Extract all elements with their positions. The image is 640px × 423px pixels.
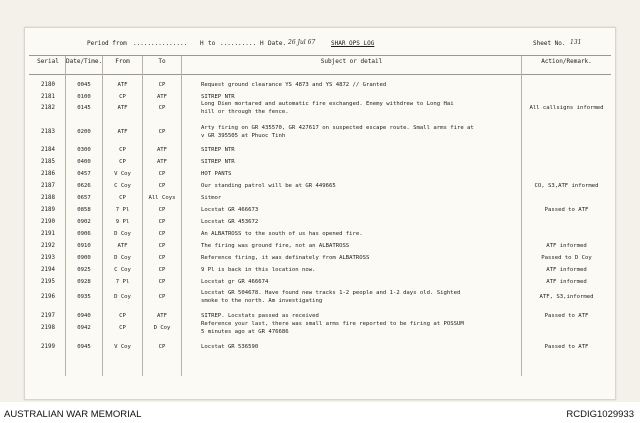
entry-to: CP xyxy=(158,219,166,225)
entry-from: D Coy xyxy=(114,231,131,237)
entry-from: V Coy xyxy=(114,171,131,177)
entry-from: D Coy xyxy=(114,294,131,300)
footer-institution: AUSTRALIAN WAR MEMORIAL xyxy=(4,409,142,420)
entry-to: D Coy xyxy=(153,325,171,331)
to-dots: .......... xyxy=(220,40,257,47)
entry-action: ATF informed xyxy=(546,243,587,249)
entry-from: CP xyxy=(119,313,126,319)
column-header-serial: Serial xyxy=(37,58,59,65)
entry-action: ATF informed xyxy=(546,279,587,285)
entry-from: ATF xyxy=(117,129,128,135)
entry-serial: 2183 xyxy=(41,129,55,135)
entry-detail-line: Locstat gr GR 466674 xyxy=(201,279,269,285)
entry-time: 0626 xyxy=(77,183,91,189)
entry-detail-line: HOT PANTS xyxy=(201,171,232,177)
entry-action: All callsigns informed xyxy=(529,105,604,111)
column-header-to: To xyxy=(158,58,166,65)
h2-label: H xyxy=(260,40,264,47)
entry-time: 0906 xyxy=(77,231,91,237)
entry-detail-line: Locstat GR 453672 xyxy=(201,219,259,225)
entry-time: 0400 xyxy=(77,159,91,165)
entry-to: ATF xyxy=(156,159,168,165)
entry-to: CP xyxy=(158,82,166,88)
entry-to: CP xyxy=(158,294,166,300)
entry-action: Passed to ATF xyxy=(544,313,589,319)
entry-from: CP xyxy=(119,159,126,165)
entry-detail-line: Reference your last, there was small arms fire reported to be firing at POSSUM xyxy=(201,321,464,327)
sheet-number-value: 131 xyxy=(570,39,582,46)
entry-time: 0457 xyxy=(77,171,91,177)
entry-detail-line: SITREP NTR xyxy=(201,159,235,165)
entry-detail-line: An ALBATROSS to the south of us has opened fire. xyxy=(201,231,363,237)
entry-serial: 2193 xyxy=(41,255,55,261)
entry-detail-line: Locstat GR 466673 xyxy=(201,207,259,213)
entry-to: ATF xyxy=(156,94,168,100)
log-title: SHAR OPS LOG xyxy=(331,40,375,47)
entry-serial: 2198 xyxy=(41,325,55,331)
period-from-dots: ............... xyxy=(133,40,188,47)
entry-from: V Coy xyxy=(114,344,131,350)
entry-time: 0940 xyxy=(77,313,91,319)
entry-to: CP xyxy=(158,183,166,189)
entry-time: 0945 xyxy=(77,344,91,350)
entry-detail-line: SITREP. Locstats passed as received xyxy=(201,313,319,319)
to-label: to xyxy=(208,40,216,47)
entry-time: 0942 xyxy=(77,325,91,331)
entry-from: ATF xyxy=(117,105,128,111)
date-label: Date. xyxy=(268,40,287,47)
entry-detail-line: 5 minutes ago at GR 476686 xyxy=(201,329,289,335)
entry-serial: 2184 xyxy=(41,147,55,153)
entry-detail-line: Locstat GR 536590 xyxy=(201,344,259,350)
entry-action: Passed to ATF xyxy=(544,344,589,350)
entry-action: CO, S3,ATF informed xyxy=(534,183,599,189)
entry-from: C Coy xyxy=(114,267,131,273)
entry-time: 0657 xyxy=(77,195,91,201)
entry-serial: 2194 xyxy=(41,267,55,273)
entry-action: ATF informed xyxy=(546,267,587,273)
entry-to: CP xyxy=(158,171,166,177)
entry-to: CP xyxy=(158,129,166,135)
sheet-number-label: Sheet No. xyxy=(533,40,566,47)
entry-detail-line: Request ground clearance YS 4873 and YS 4872 // Granted xyxy=(201,82,387,88)
entry-time: 0045 xyxy=(77,82,91,88)
entry-time: 0925 xyxy=(77,267,91,273)
entry-serial: 2185 xyxy=(41,159,55,165)
h-label: H xyxy=(200,40,204,47)
header-bottom-rule xyxy=(29,74,611,75)
divider-to xyxy=(181,56,182,376)
entry-serial: 2190 xyxy=(41,219,55,225)
entry-time: 0902 xyxy=(77,219,91,225)
entry-detail-line: hill or through the fence. xyxy=(201,109,289,115)
entry-from: 9 Pl xyxy=(115,219,130,225)
entry-from: D Coy xyxy=(114,255,131,261)
entry-to: CP xyxy=(158,255,166,261)
entry-serial: 2182 xyxy=(41,105,55,111)
divider-detail xyxy=(521,56,522,376)
entry-detail-line: v GR 395505 at Phuoc Tinh xyxy=(201,133,286,139)
entry-to: ATF xyxy=(156,313,168,319)
entry-from: C Coy xyxy=(114,183,131,189)
entry-detail-line: Long Dien mortared and automatic fire exchanged. Enemy withdrew to Long Hai xyxy=(201,101,454,107)
entry-time: 0900 xyxy=(77,255,91,261)
entry-to: CP xyxy=(158,231,166,237)
entry-from: CP xyxy=(119,325,126,331)
footer-record-id: RCDIG1029933 xyxy=(566,409,634,420)
column-header-action: Action/Remark. xyxy=(541,58,592,65)
entry-from: 7 Pl xyxy=(115,207,130,213)
entry-serial: 2195 xyxy=(41,279,55,285)
entry-serial: 2180 xyxy=(41,82,55,88)
period-from-label: Period from xyxy=(87,40,127,47)
entry-detail-line: SITREP NTR xyxy=(201,94,235,100)
entry-from: 7 Pl xyxy=(115,279,130,285)
entry-to: ATF xyxy=(156,147,168,153)
entry-action: Passed to ATF xyxy=(544,207,589,213)
entry-from: CP xyxy=(119,94,126,100)
entry-from: CP xyxy=(119,195,126,201)
entry-time: 0928 xyxy=(77,279,91,285)
entry-serial: 2196 xyxy=(41,294,55,300)
entry-detail-line: SITREP NTR xyxy=(201,147,235,153)
entry-detail-line: 9 Pl is back in this location now. xyxy=(201,267,316,273)
archive-footer xyxy=(0,402,640,423)
entry-to: CP xyxy=(158,344,166,350)
entry-to: CP xyxy=(158,279,166,285)
entry-from: ATF xyxy=(117,243,128,249)
entry-serial: 2197 xyxy=(41,313,55,319)
entry-time: 0858 xyxy=(77,207,91,213)
entry-action: Passed to D Coy xyxy=(541,255,592,261)
entry-time: 0910 xyxy=(77,243,91,249)
entry-from: ATF xyxy=(117,82,128,88)
entry-detail-line: smoke to the north. Am investigating xyxy=(201,298,323,304)
header-top-rule xyxy=(29,55,611,56)
entry-to: CP xyxy=(158,105,166,111)
entry-detail-line: Sitmor xyxy=(201,195,222,201)
entry-serial: 2192 xyxy=(41,243,55,249)
entry-time: 0300 xyxy=(77,147,91,153)
entry-time: 0200 xyxy=(77,129,91,135)
entry-detail-line: Locstat GR 504678. Have found new tracks 1-2 people and 1-2 days old. Sighted xyxy=(201,290,461,296)
entry-to: CP xyxy=(158,207,166,213)
entry-action: ATF, S3,informed xyxy=(539,294,594,300)
entry-detail-line: Arty firing on GR 435570, GR 427617 on suspected escape route. Small arms fire at xyxy=(201,125,474,131)
entry-from: CP xyxy=(119,147,126,153)
column-header-datetime: Date/Time. xyxy=(66,58,103,65)
entry-serial: 2181 xyxy=(41,94,55,100)
entry-serial: 2191 xyxy=(41,231,55,237)
column-header-detail: Subject or detail xyxy=(320,58,383,65)
entry-detail-line: The firing was ground fire, not an ALBATROSS xyxy=(201,243,350,249)
entry-detail-line: Reference firing, it was definately from ALBATROSS xyxy=(201,255,370,261)
entry-serial: 2187 xyxy=(41,183,55,189)
entry-detail-line: Our standing patrol will be at GR 449665 xyxy=(201,183,336,189)
entry-serial: 2188 xyxy=(41,195,55,201)
entry-time: 0145 xyxy=(77,105,91,111)
entry-to: All Coys xyxy=(148,195,176,201)
entry-serial: 2189 xyxy=(41,207,55,213)
entry-time: 0935 xyxy=(77,294,91,300)
entry-time: 0100 xyxy=(77,94,91,100)
entry-serial: 2199 xyxy=(41,344,55,350)
entry-to: CP xyxy=(158,243,166,249)
column-header-from: From xyxy=(115,58,130,65)
entry-serial: 2186 xyxy=(41,171,55,177)
log-sheet xyxy=(24,27,616,400)
entry-to: CP xyxy=(158,267,166,273)
date-value: 26 Jul 67 xyxy=(288,39,316,46)
